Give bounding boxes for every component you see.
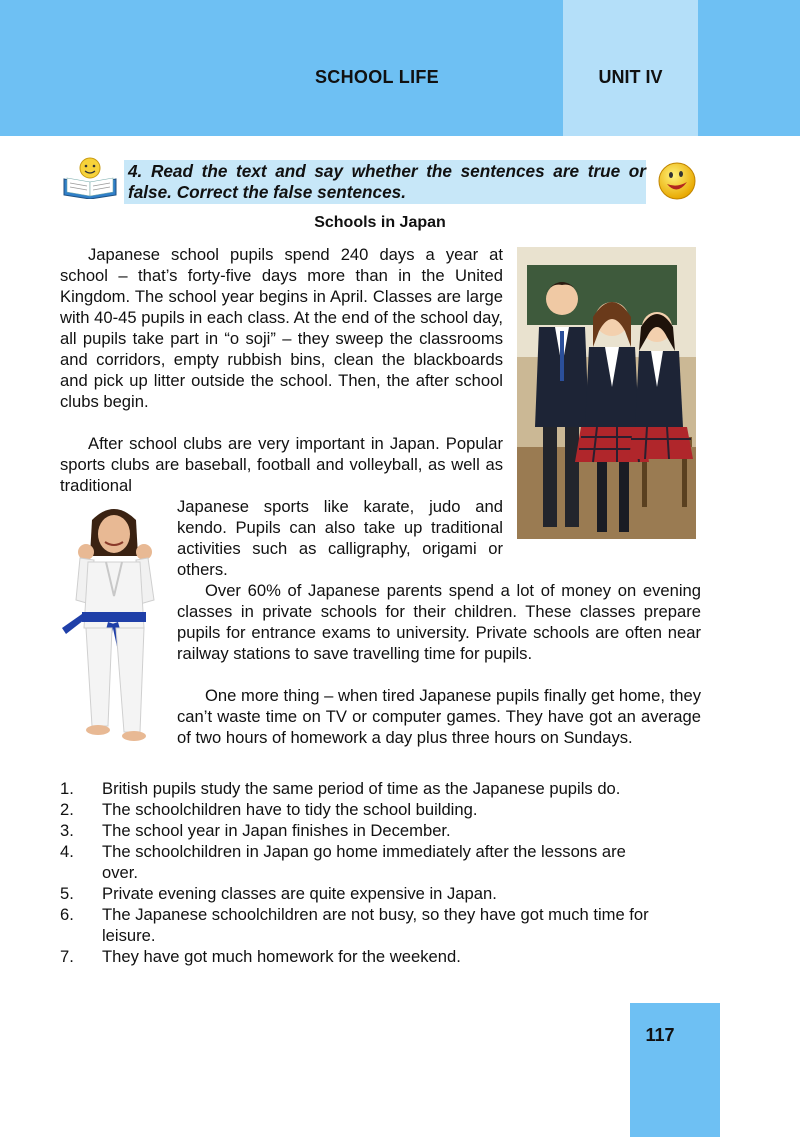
question-text: They have got much homework for the weekend. [102, 947, 461, 966]
page-number-tab [630, 1003, 720, 1137]
paragraph-2-part-2: Japanese sports like karate, judo and kendo. Pupils can also take up traditional activities such as calligraphy, origami or others. [177, 497, 503, 579]
list-item [58, 778, 658, 799]
students-photo [517, 247, 696, 539]
questions-list [58, 778, 658, 967]
list-item [58, 946, 658, 967]
book-reader-icon [60, 155, 120, 199]
task-instruction: 4. Read the text and say whether the sentences are true or false. Correct the false sentences. [128, 161, 646, 202]
question-number: 1. [60, 779, 74, 798]
question-number: 4. [60, 842, 74, 861]
question-number: 5. [60, 884, 74, 903]
question-text: The school year in Japan finishes in December. [102, 821, 451, 840]
list-item [58, 841, 658, 883]
list-item [58, 904, 658, 946]
paragraph-2-part-1: After school clubs are very important in Japan. Popular sports clubs are baseball, football and volleyball, as well as traditional [60, 434, 503, 495]
question-text: The schoolchildren in Japan go home immediately after the lessons are over. [102, 842, 626, 882]
unit-title: UNIT IV [598, 67, 663, 87]
paragraph-3: Over 60% of Japanese parents spend a lot of money on evening classes in private schools for their children. These classes prepare pupils for entrance exams to university. Private schools are often near railway stations to save travelling time for pupils. [177, 581, 701, 663]
paragraph-4: One more thing – when tired Japanese pupils finally get home, they can’t waste time on TV or computer games. They have got an average of two hours of homework a day plus three hours on Sundays. [177, 686, 701, 747]
article-title: Schools in Japan [314, 214, 446, 231]
section-title: SCHOOL LIFE [315, 67, 439, 87]
smiley-icon [656, 160, 698, 202]
paragraph-1: Japanese school pupils spend 240 days a year at school – that’s forty-five days more than in the United Kingdom. The school year begins in April. Classes are large with 40-45 pupils in each class. At the end of the school day, all pupils take part in “o soji” – they sweep the classrooms and corridors, empty rubbish bins, clean the blackboards and pick up litter outside the school. Then, the after school clubs begin. [60, 245, 503, 411]
page-number: 117 [645, 1025, 675, 1045]
question-number: 6. [60, 905, 74, 924]
karate-girl-photo [58, 500, 170, 750]
list-item [58, 883, 658, 904]
question-text: The Japanese schoolchildren are not busy, so they have got much time for leisure. [102, 905, 649, 945]
question-text: British pupils study the same period of time as the Japanese pupils do. [102, 779, 621, 798]
question-text: The schoolchildren have to tidy the school building. [102, 800, 478, 819]
list-item [58, 820, 658, 841]
question-text: Private evening classes are quite expensive in Japan. [102, 884, 497, 903]
question-number: 2. [60, 800, 74, 819]
question-number: 7. [60, 947, 74, 966]
list-item [58, 799, 658, 820]
question-number: 3. [60, 821, 74, 840]
